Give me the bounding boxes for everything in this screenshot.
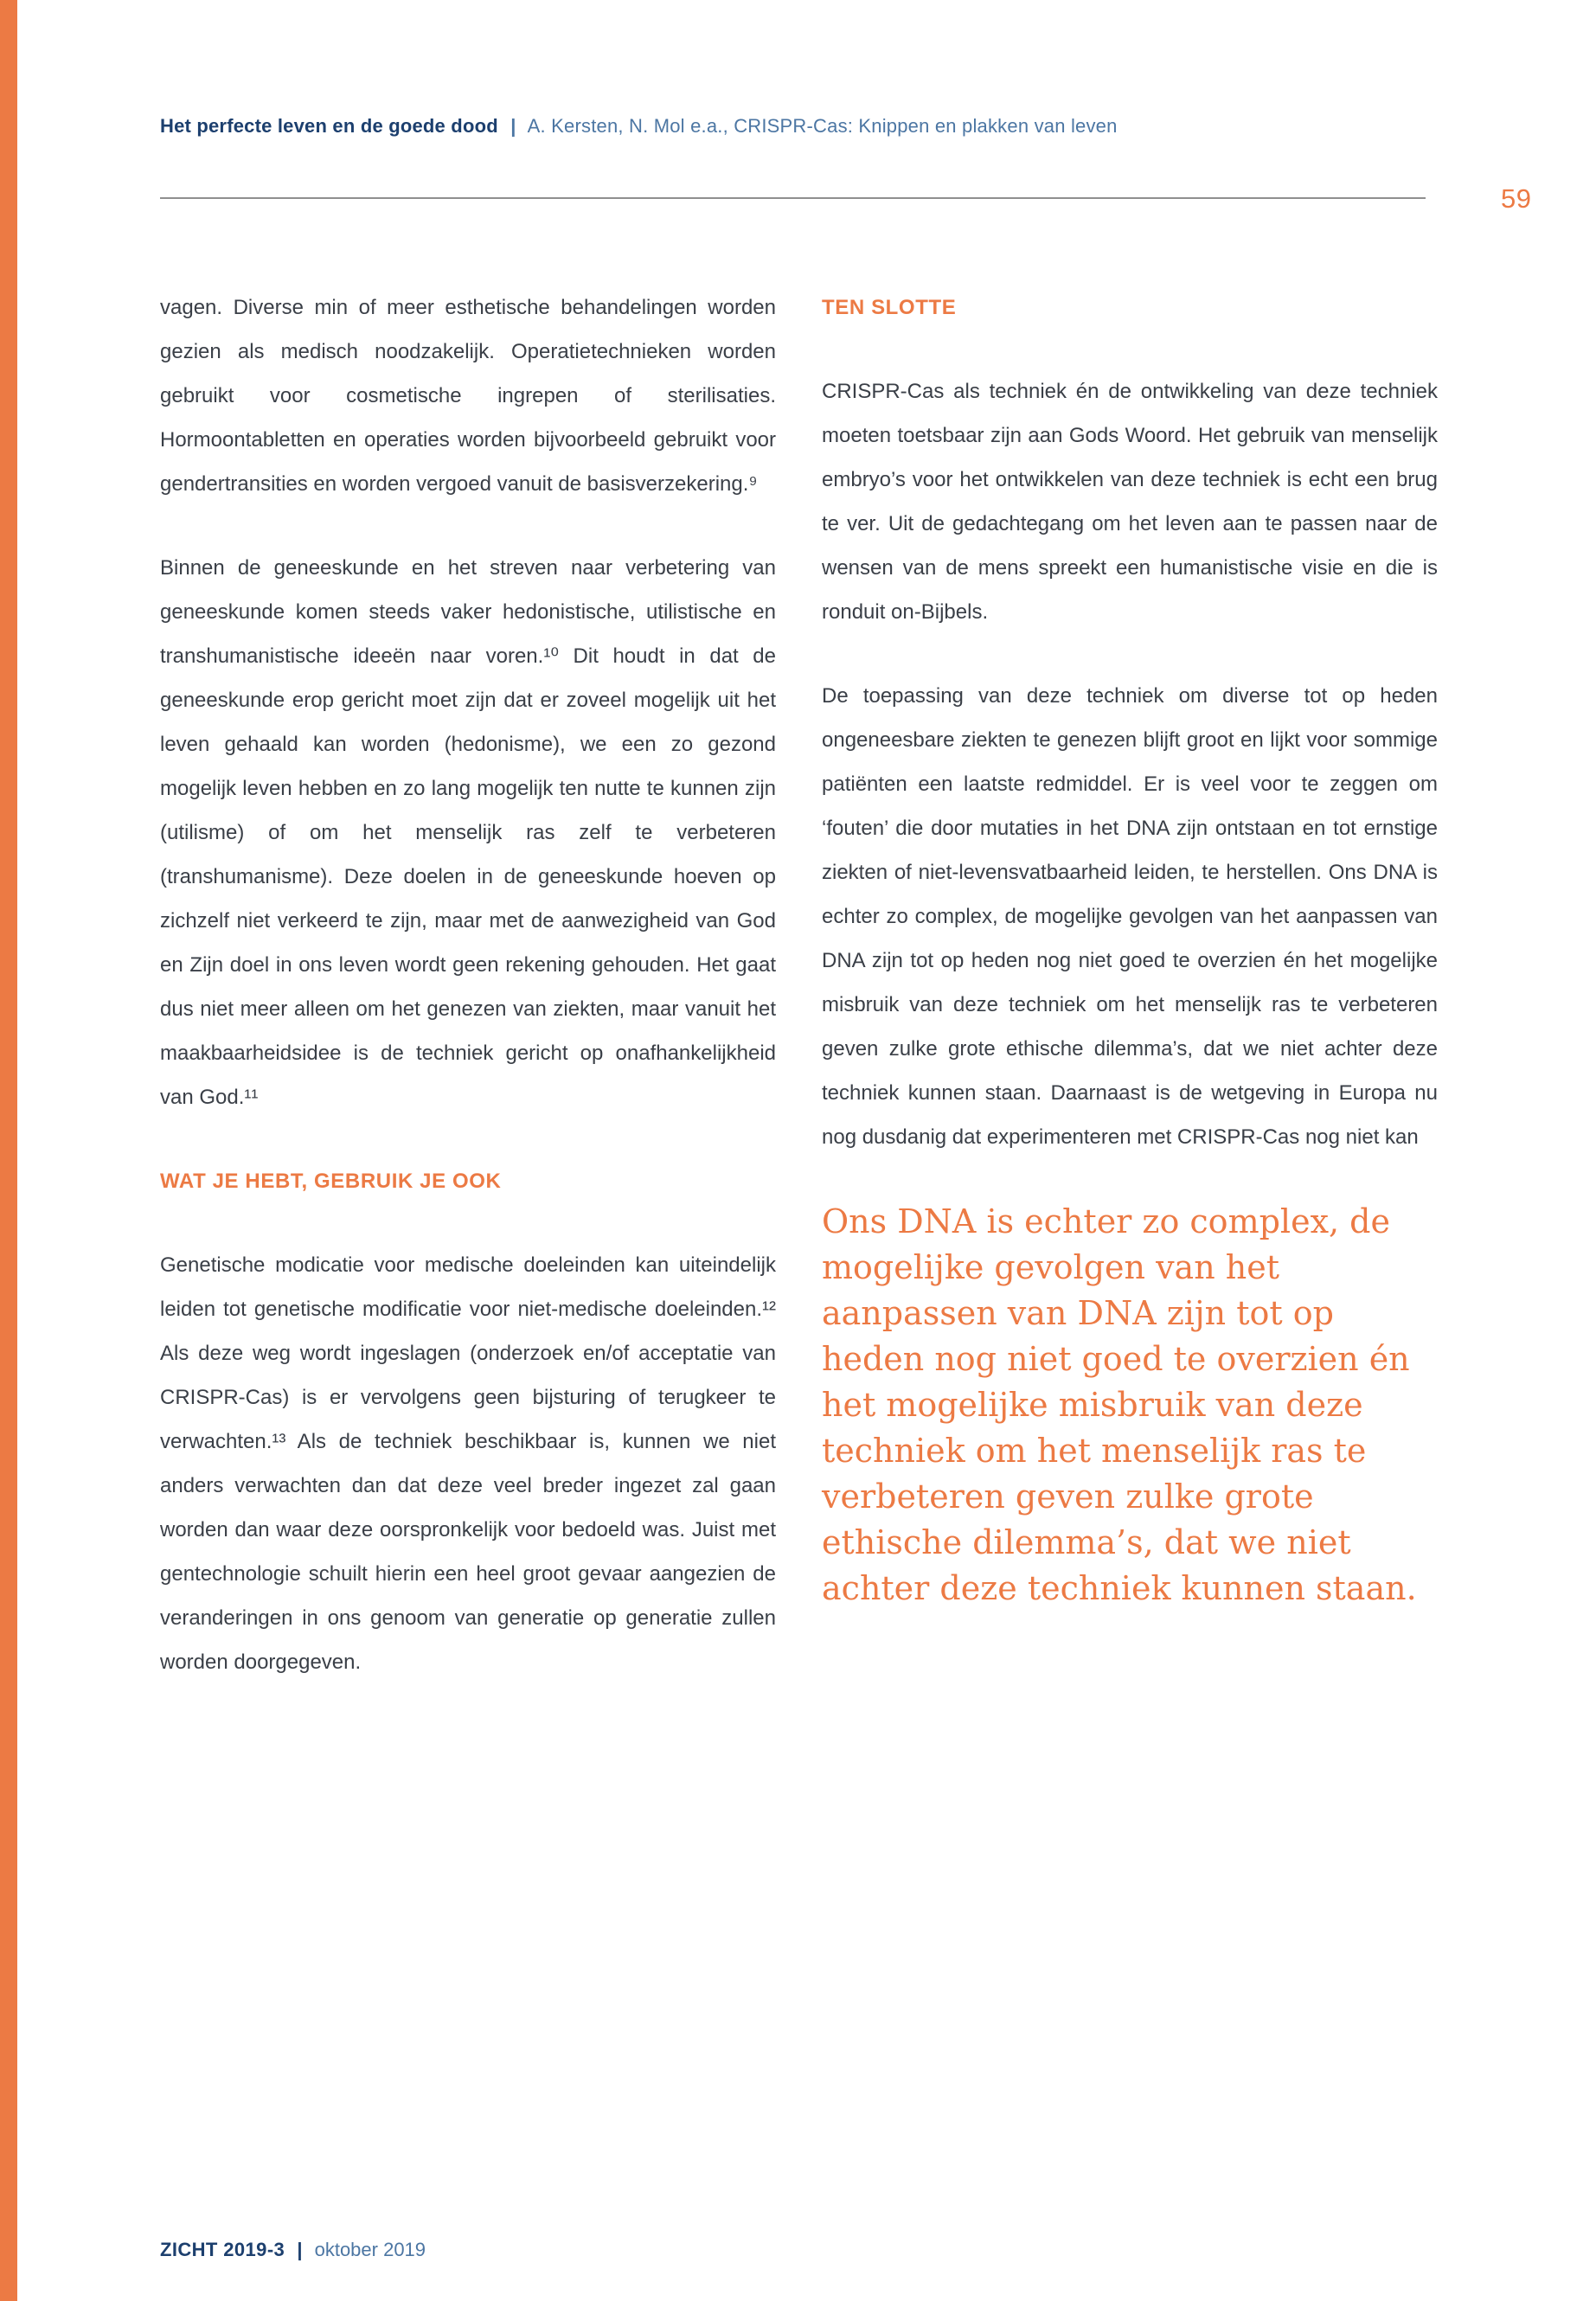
section-heading-left: WAT JE HEBT, GEBRUIK JE OOK [160,1170,502,1193]
header-separator: | [510,115,516,137]
accent-bar [0,0,17,2301]
body-paragraph-4: CRISPR-Cas als techniek én de ontwikkeling van deze techniek moeten toetsbaar zijn aan Gods Woord. Het gebruik van menselijk embryo’s voor het ontwikkelen van deze techniek is echt een brug te ver. Uit de gedachtegang om het leven aan te passen naar de wensen van de mens spreekt een humanistische visie en die is ronduit on-Bijbels. [822,380,1438,624]
body-paragraph-1: vagen. Diverse min of meer esthetische behandelingen worden gezien als medisch noodzakelijk. Operatietechnieken worden gebruikt voor cosmetische ingrepen of sterilisaties. Hormoontabletten en operaties worden bijvoorbeeld gebruikt voor gendertransities en worden vergoed vanuit de basisverzekering.⁹ [160,296,776,496]
running-title-bold: Het perfecte leven en de goede dood [160,115,498,137]
running-title-rest: A. Kersten, N. Mol e.a., CRISPR-Cas: Knippen en plakken van leven [527,115,1118,137]
pull-quote: Ons DNA is echter zo complex, de mogelijke gevolgen van het aanpassen van DNA zijn tot op heden nog niet goed te overzien én het mogelijke misbruik van deze techniek om het menselijk ras te verbeteren geven zulke grote ethische dilemma’s, dat we niet achter deze techniek kunnen staan. [822,1202,1417,1607]
footer [160,2239,426,2261]
journal-title: ZICHT 2019-3 [160,2239,285,2260]
issue-date: oktober 2019 [314,2239,426,2260]
page-number: 59 [1501,183,1532,214]
body-paragraph-5: De toepassing van deze techniek om diverse tot op heden ongeneesbare ziekten te genezen blijft groot en lijkt voor sommige patiënten een laatste redmiddel. Er is veel voor te zeggen om ‘fouten’ die door mutaties in het DNA zijn ontstaan en tot ernstige ziekten of niet-levensvatbaarheid leiden, te herstellen. Ons DNA is echter zo complex, de mogelijke gevolgen van het aanpassen van DNA zijn tot op heden nog niet goed te overzien én het mogelijke misbruik van deze techniek om het menselijk ras te verbeteren geven zulke grote ethische dilemma’s, dat we niet achter deze techniek kunnen staan. Daarnaast is de wetgeving in Europa nu nog dusdanig dat experimenteren met CRISPR-Cas nog niet kan [822,684,1438,1149]
body-paragraph-2: Binnen de geneeskunde en het streven naar verbetering van geneeskunde komen steeds vaker hedonistische, utilistische en transhumanistische ideeën naar voren.¹⁰ Dit houdt in dat de geneeskunde erop gericht moet zijn dat er zoveel mogelijk uit het leven gehaald kan worden (hedonisme), we een zo gezond mogelijk leven hebben en zo lang mogelijk ten nutte te kunnen zijn (utilisme) of om het menselijk ras zelf te verbeteren (transhumanisme). Deze doelen in de geneeskunde hoeven op zichzelf niet verkeerd te zijn, maar met de aanwezigheid van God en Zijn doel in ons leven wordt geen rekening gehouden. Het gaat dus niet meer alleen om het genezen van ziekten, maar vanuit het maakbaarheidsidee is de techniek gericht op onafhankelijkheid van God.¹¹ [160,556,776,1109]
running-header [160,115,1458,138]
footer-separator: | [297,2239,303,2260]
right-column [822,285,1438,1612]
section-heading-right: TEN SLOTTE [822,296,957,319]
header-rule [160,197,1426,199]
body-paragraph-3: Genetische modicatie voor medische doeleinden kan uiteindelijk leiden tot genetische modificatie voor niet-medische doeleinden.¹² Als deze weg wordt ingeslagen (onderzoek en/of acceptatie van CRISPR-Cas) is er vervolgens geen bijsturing of terugkeer te verwachten.¹³ Als de techniek beschikbaar is, kunnen we niet anders verwachten dan dat deze veel breder ingezet zal gaan worden dan waar deze oorspronkelijk voor bedoeld was. Juist met gentechnologie schuilt hierin een heel groot gevaar aangezien de veranderingen in ons genoom van generatie op generatie zullen worden doorgegeven. [160,1253,776,1674]
left-column [160,285,776,1684]
